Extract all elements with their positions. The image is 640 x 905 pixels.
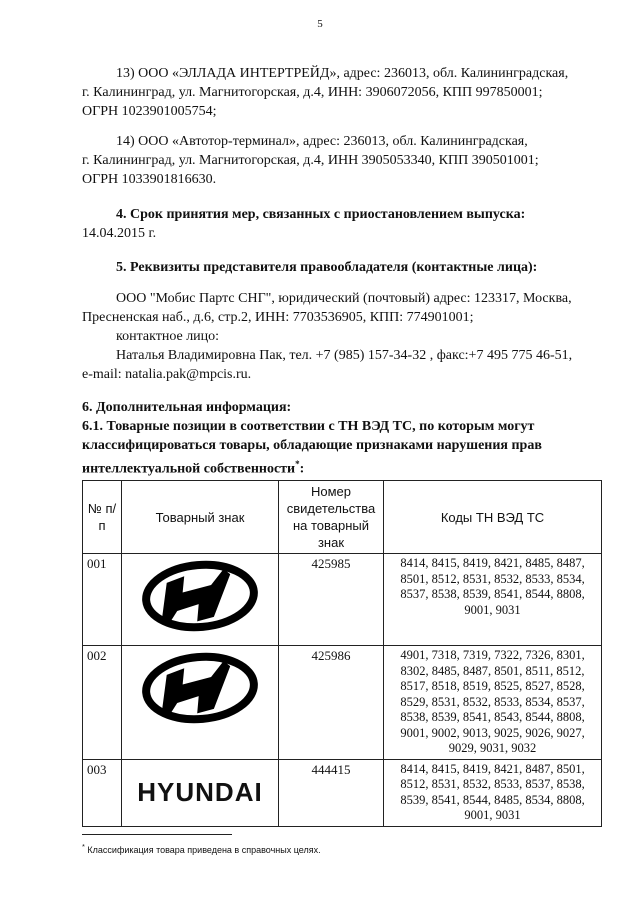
entry-13-line2: г. Калининград, ул. Магнитогорская, д.4, ИНН: 3906072056, КПП 997850001; <box>82 85 543 100</box>
section-6-heading: 6. Дополнительная информация: <box>82 400 292 415</box>
row-codes: 4901, 7318, 7319, 7322, 7326, 8301, 8302, 8485, 8487, 8501, 8511, 8512, 8517, 8518, 8519, 8525, 8527, 8528, 8529, 8531, 8532, 8533, 8534, 8537, 8538, 8539, 8541, 8543, 8544, 8808, 9001, 9002, 9013, 9025, 9026, 9027, 9029, 9031, 9032 <box>384 646 602 760</box>
row-cert: 444415 <box>279 759 384 826</box>
table-row <box>83 554 602 646</box>
entry-14-line3: ОГРН 1033901816630. <box>82 172 217 187</box>
section-6 <box>82 398 602 479</box>
row-codes: 8414, 8415, 8419, 8421, 8487, 8501, 8512, 8531, 8532, 8533, 8537, 8538, 8539, 8541, 8544, 8485, 8534, 8808, 9001, 9031 <box>384 759 602 826</box>
section-4-heading: 4. Срок принятия мер, связанных с приостановлением выпуска: <box>116 207 526 222</box>
section-6-1-line3: интеллектуальной собственности*: <box>82 459 305 477</box>
trademark-table <box>82 480 602 827</box>
section-5-contact-phone: Наталья Владимировна Пак, тел. +7 (985) 157-34-32 , факс:+7 495 775 46-51, <box>116 348 573 363</box>
header-no: № п/п <box>83 481 122 554</box>
table-row <box>83 646 602 760</box>
row-no: 003 <box>83 759 122 826</box>
header-cert: Номер свидетельства на товарный знак <box>279 481 384 554</box>
footnote-mark: * <box>295 459 300 469</box>
table-header-row <box>83 481 602 554</box>
section-5-email: e-mail: natalia.pak@mpcis.ru. <box>82 367 252 382</box>
row-cert: 425985 <box>279 554 384 646</box>
section-5-contact-label: контактное лицо: <box>116 329 220 344</box>
section-5-line2: Пресненская наб., д.6, стр.2, ИНН: 7703536905, КПП: 774901001; <box>82 310 474 325</box>
section-5 <box>82 258 602 384</box>
footnote: * Классификация товара приведена в справочных целях. <box>82 842 321 855</box>
section-5-heading: 5. Реквизиты представителя правообладателя (контактные лица): <box>116 260 538 275</box>
footnote-divider <box>82 834 232 835</box>
hyundai-emblem-logo <box>122 554 279 646</box>
entry-14-line1: 14) ООО «Автотор-терминал», адрес: 236013, обл. Калининградская, <box>116 134 528 149</box>
entry-13-line3: ОГРН 1023901005754; <box>82 104 217 119</box>
section-6-1-line1: 6.1. Товарные позиции в соответствии с ТН ВЭД ТС, по которым могут <box>82 419 535 434</box>
entry-13-line1: 13) ООО «ЭЛЛАДА ИНТЕРТРЕЙД», адрес: 236013, обл. Калининградская, <box>116 66 569 81</box>
header-mark: Товарный знак <box>122 481 279 554</box>
entry-13 <box>82 64 602 121</box>
entry-14-line2: г. Калининград, ул. Магнитогорская, д.4, ИНН 3905053340, КПП 390501001; <box>82 153 539 168</box>
hyundai-emblem-logo <box>122 646 279 760</box>
row-codes: 8414, 8415, 8419, 8421, 8485, 8487, 8501, 8512, 8531, 8532, 8533, 8534, 8537, 8538, 8539, 8541, 8544, 8808, 9001, 9031 <box>384 554 602 646</box>
row-cert: 425986 <box>279 646 384 760</box>
header-codes: Коды ТН ВЭД ТС <box>384 481 602 554</box>
section-4 <box>82 205 602 243</box>
section-6-1-line2: классифицироваться товары, обладающие признаками нарушения прав <box>82 438 542 453</box>
row-no: 002 <box>83 646 122 760</box>
row-no: 001 <box>83 554 122 646</box>
page-number: 5 <box>317 18 323 30</box>
section-4-date: 14.04.2015 г. <box>82 226 157 241</box>
section-5-line1: ООО "Мобис Партс СНГ", юридический (почтовый) адрес: 123317, Москва, <box>116 291 572 306</box>
entry-14 <box>82 132 602 189</box>
hyundai-wordmark-logo: HYUNDAI <box>122 759 279 826</box>
table-row <box>83 759 602 826</box>
